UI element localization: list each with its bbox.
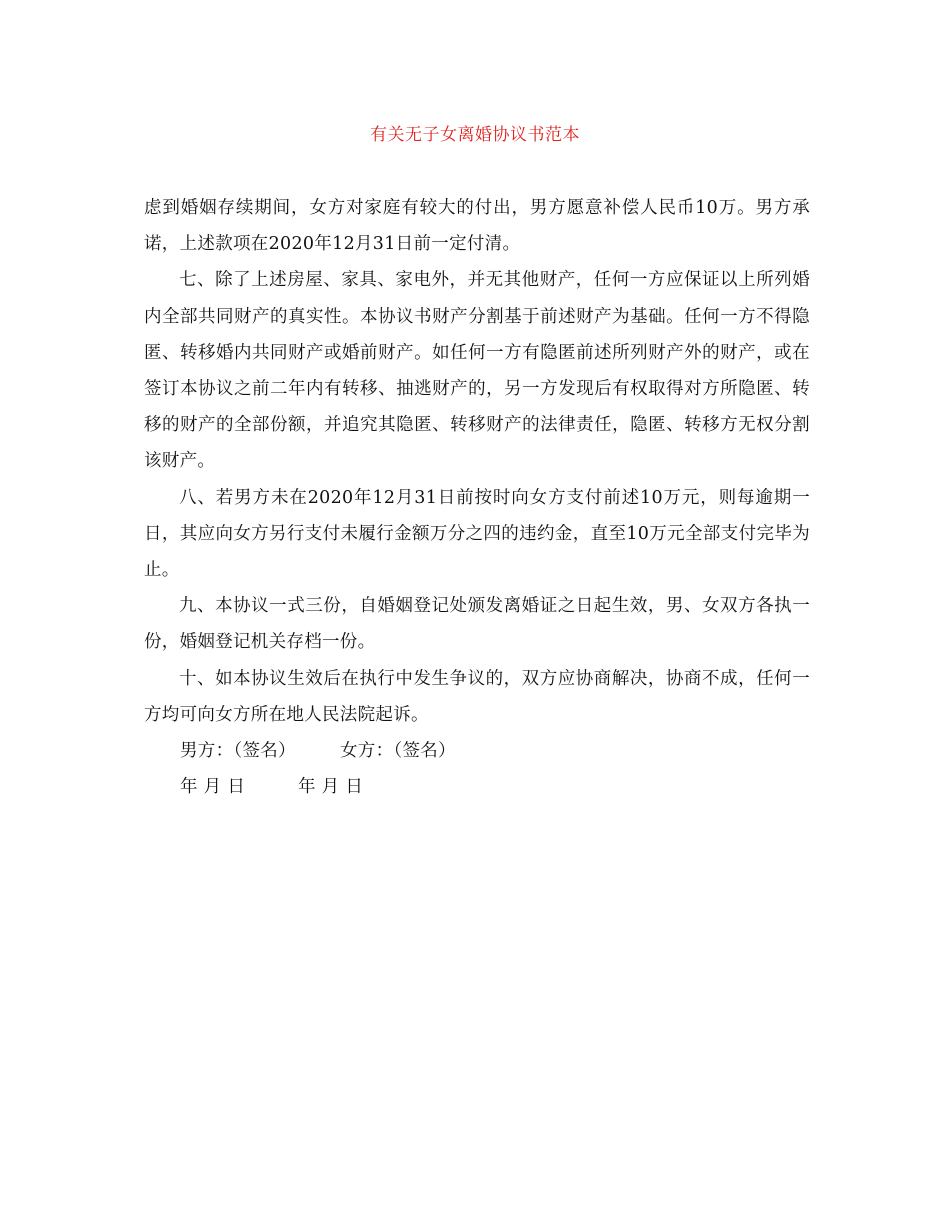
paragraph-clause-9: 九、本协议一式三份，自婚姻登记处颁发离婚证之日起生效，男、女双方各执一份，婚姻登记机关存档一份。 (144, 596, 810, 653)
document-title: 有关无子女离婚协议书范本 (370, 125, 580, 145)
female-signature: 女方：（签名） (340, 741, 456, 761)
signature-line (180, 738, 456, 764)
male-date: 年 月 日 (180, 777, 246, 797)
paragraph-continuation: 虑到婚姻存续期间，女方对家庭有较大的付出，男方愿意补偿人民币10万。男方承诺，上述款项在2020年12月31日前一定付清。 (144, 198, 810, 255)
paragraph-clause-7: 七、除了上述房屋、家具、家电外，并无其他财产，任何一方应保证以上所列婚内全部共同财产的真实性。本协议书财产分割基于前述财产为基础。任何一方不得隐匿、转移婚内共同财产或婚前财产。如任何一方有隐匿前述所列财产外的财产，或在签订本协议之前二年内有转移、抽逃财产的，另一方发现后有权取得对方所隐匿、转移的财产的全部份额，并追究其隐匿、转移财产的法律责任，隐匿、转移方无权分割该财产。 (144, 270, 810, 472)
paragraph-clause-8: 八、若男方未在2020年12月31日前按时向女方支付前述10万元，则每逾期一日，其应向女方另行支付未履行金额万分之四的违约金，直至10万元全部支付完毕为止。 (144, 487, 810, 581)
male-signature: 男方：（签名） (180, 741, 296, 761)
female-date: 年 月 日 (298, 777, 364, 797)
document-body (144, 190, 810, 733)
paragraph-clause-10: 十、如本协议生效后在执行中发生争议的，双方应协商解决，协商不成，任何一方均可向女方所在地人民法院起诉。 (144, 668, 810, 725)
date-line (180, 774, 363, 800)
